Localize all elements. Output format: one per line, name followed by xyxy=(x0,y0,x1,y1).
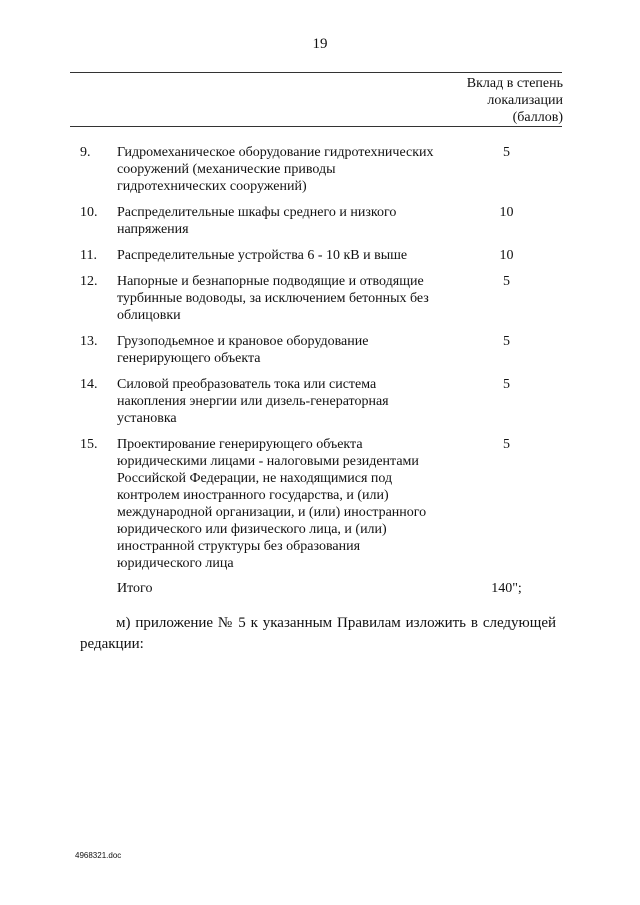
total-points: 140"; xyxy=(491,581,522,596)
row-points: 5 xyxy=(503,334,510,349)
table-row xyxy=(80,273,562,324)
row-number: 14. xyxy=(80,377,98,392)
localization-table xyxy=(80,144,562,597)
row-points: 10 xyxy=(499,205,514,220)
row-name: Напорные и безнапорные подводящие и отводящие турбинные водоводы, за исключением бетонных без облицовки xyxy=(117,274,429,323)
row-name: Гидромеханическое оборудование гидротехнических сооружений (механические приводы гидротехнических сооружений) xyxy=(117,145,434,194)
row-name: Проектирование генерирующего объекта юридическими лицами - налоговыми резидентами Российской Федерации, не находящимися под контролем иностранного государства, и (или) международной организации, и (или) иностранного юридического или физического лица, и (или) иностранной структуры без образования юридического лица xyxy=(117,437,427,571)
row-name: Силовой преобразователь тока или система накопления энергии или дизель-генераторная установка xyxy=(117,377,389,426)
page-number: 19 xyxy=(312,36,328,52)
row-points: 5 xyxy=(503,377,510,392)
total-label: Итого xyxy=(117,581,153,596)
total-row xyxy=(80,580,562,597)
amendment-paragraph: м) приложение № 5 к указанным Правилам изложить в следующей редакции: xyxy=(80,615,556,652)
total-spacer xyxy=(80,580,117,597)
row-points: 10 xyxy=(499,248,514,263)
row-number: 9. xyxy=(80,145,91,160)
table-row xyxy=(80,144,562,195)
table-row xyxy=(80,436,562,572)
table-row xyxy=(80,376,562,427)
row-points: 5 xyxy=(503,274,510,289)
row-name: Грузоподьемное и крановое оборудование генерирующего объекта xyxy=(117,334,369,366)
table-top-rule xyxy=(70,72,562,73)
table-header-rule xyxy=(70,126,562,127)
row-name: Распределительные устройства 6 - 10 кВ и выше xyxy=(117,248,408,263)
table-row xyxy=(80,247,562,264)
row-points: 5 xyxy=(503,437,510,452)
row-number: 13. xyxy=(80,334,98,349)
table-row xyxy=(80,204,562,238)
row-number: 11. xyxy=(80,248,97,263)
table-row xyxy=(80,333,562,367)
row-number: 10. xyxy=(80,205,98,220)
row-points: 5 xyxy=(503,145,510,160)
row-number: 12. xyxy=(80,274,98,289)
footer-filename: 4968321.doc xyxy=(75,851,122,860)
row-number: 15. xyxy=(80,437,98,452)
row-name: Распределительные шкафы среднего и низкого напряжения xyxy=(117,205,397,237)
column-header-contribution: Вклад в степень локализации (баллов) xyxy=(466,76,563,125)
